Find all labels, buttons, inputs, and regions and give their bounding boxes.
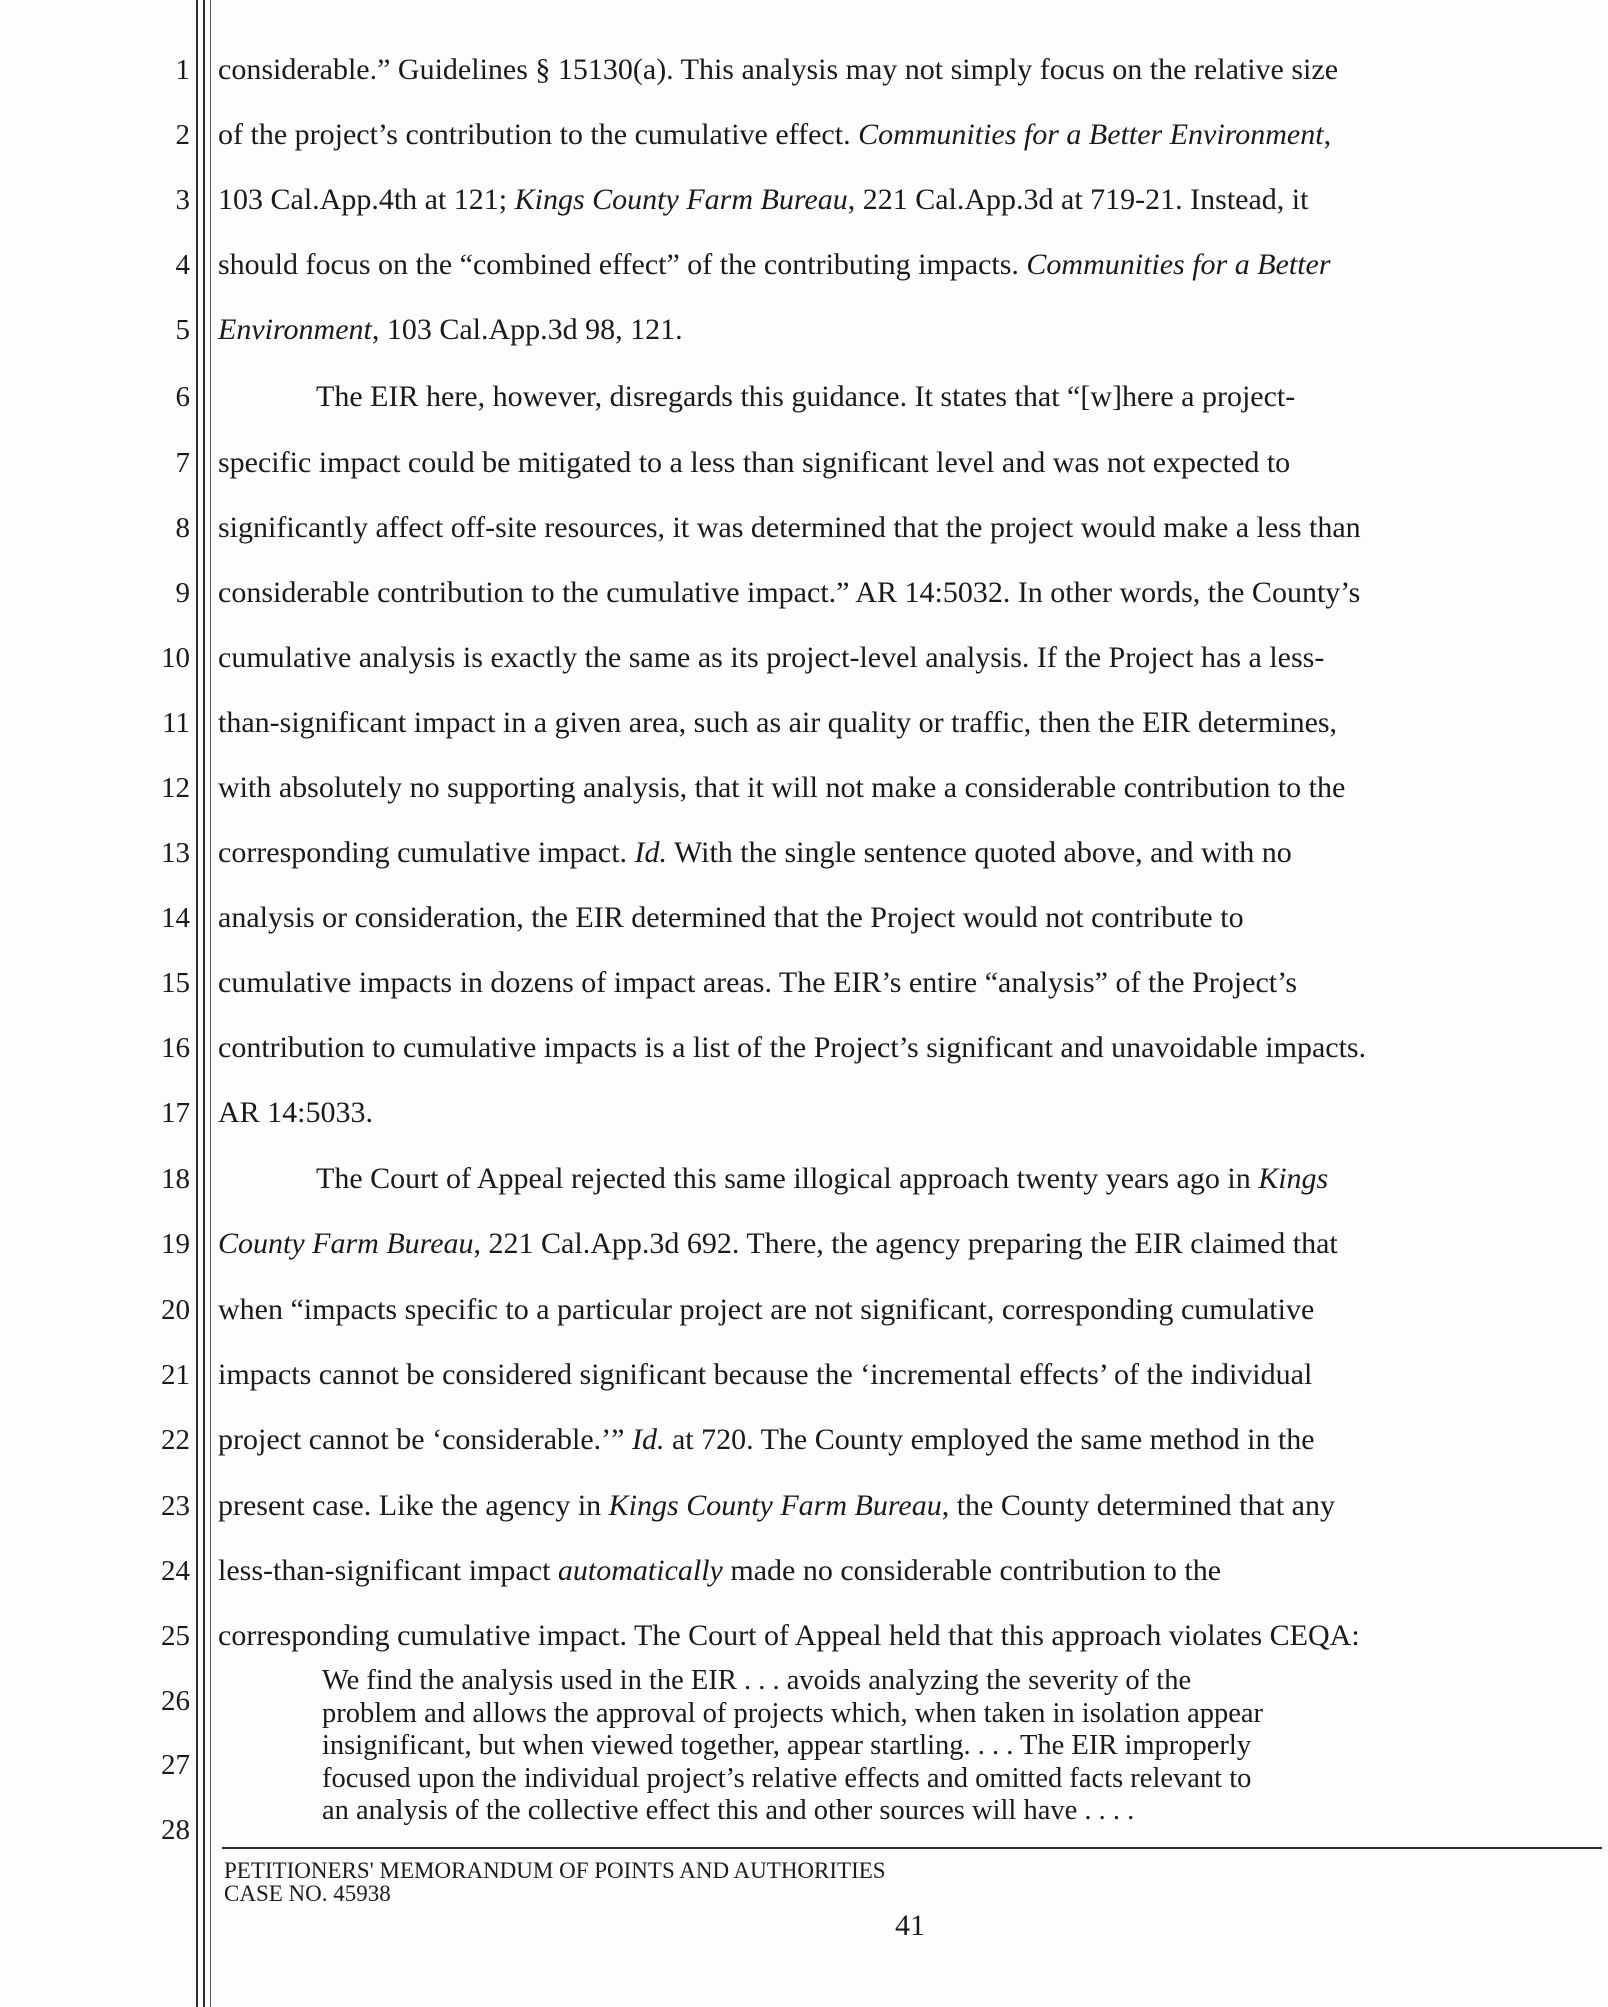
quote-line: problem and allows the approval of projects which, when taken in isolation appear bbox=[322, 1697, 1264, 1729]
text-run: project cannot be ‘considerable.’” bbox=[218, 1423, 632, 1456]
text-run: , bbox=[1323, 118, 1332, 151]
text-line bbox=[218, 1093, 1588, 1133]
text-line bbox=[218, 768, 1588, 808]
line-number: 1 bbox=[175, 54, 190, 86]
line-number: 24 bbox=[161, 1555, 190, 1587]
text-line bbox=[218, 1290, 1588, 1330]
text-run: corresponding cumulative impact. bbox=[218, 836, 635, 869]
text-run: AR 14:5033. bbox=[218, 1096, 374, 1129]
text-run: , the County determined that any bbox=[941, 1489, 1335, 1522]
page-number: 41 bbox=[895, 1909, 925, 1942]
text-run: contribution to cumulative impacts is a list of the Project’s significant and unavoidable impacts. bbox=[218, 1031, 1367, 1064]
line-number: 22 bbox=[161, 1424, 190, 1456]
text-run: cumulative analysis is exactly the same as its project-level analysis. If the Project has a less- bbox=[218, 641, 1325, 674]
text-run: 103 Cal.App.4th at 121; bbox=[218, 183, 515, 216]
text-line bbox=[218, 310, 1588, 350]
line-number: 16 bbox=[161, 1032, 190, 1064]
text-run: specific impact could be mitigated to a less than significant level and was not expected to bbox=[218, 446, 1291, 479]
text-run: than-significant impact in a given area, such as air quality or traffic, then the EIR determines, bbox=[218, 706, 1338, 739]
text-line bbox=[218, 1486, 1588, 1526]
footer-document-title: PETITIONERS' MEMORANDUM OF POINTS AND AUTHORITIES bbox=[224, 1858, 886, 1883]
text-line bbox=[218, 963, 1588, 1003]
italic-citation: Environment bbox=[218, 313, 372, 346]
text-run: corresponding cumulative impact. The Court of Appeal held that this approach violates CEQA: bbox=[218, 1619, 1360, 1652]
line-number: 26 bbox=[161, 1685, 190, 1717]
text-run: made no considerable contribution to the bbox=[722, 1554, 1222, 1587]
text-line bbox=[218, 1551, 1588, 1591]
line-number: 8 bbox=[175, 512, 190, 544]
left-margin-rule-inner bbox=[203, 0, 205, 2007]
line-number: 28 bbox=[161, 1814, 190, 1846]
line-number: 23 bbox=[161, 1490, 190, 1522]
text-line bbox=[218, 1159, 1588, 1199]
text-line bbox=[218, 1224, 1588, 1264]
line-number: 3 bbox=[175, 184, 190, 216]
line-number: 27 bbox=[161, 1749, 190, 1781]
text-run: impacts cannot be considered significant because the ‘incremental effects’ of the individual bbox=[218, 1358, 1313, 1391]
text-run: , 221 Cal.App.3d 692. There, the agency preparing the EIR claimed that bbox=[473, 1227, 1338, 1260]
text-line bbox=[218, 1616, 1588, 1656]
text-run: With the single sentence quoted above, and with no bbox=[667, 836, 1292, 869]
text-run: present case. Like the agency in bbox=[218, 1489, 609, 1522]
text-line bbox=[218, 1028, 1588, 1068]
line-number: 20 bbox=[161, 1294, 190, 1326]
text-run: with absolutely no supporting analysis, that it will not make a considerable contribution to the bbox=[218, 771, 1346, 804]
text-line bbox=[218, 638, 1588, 678]
text-run: The Court of Appeal rejected this same illogical approach twenty years ago in bbox=[316, 1162, 1259, 1195]
line-number: 15 bbox=[161, 967, 190, 999]
text-line bbox=[218, 1420, 1588, 1460]
text-line bbox=[218, 703, 1588, 743]
italic-citation: Kings bbox=[1258, 1162, 1329, 1195]
quote-line: We find the analysis used in the EIR . . . avoids analyzing the severity of the bbox=[322, 1665, 1192, 1696]
text-run: analysis or consideration, the EIR determined that the Project would not contribute to bbox=[218, 901, 1244, 934]
line-number: 25 bbox=[161, 1620, 190, 1652]
text-run: at 720. The County employed the same method in the bbox=[664, 1423, 1315, 1456]
text-run: of the project’s contribution to the cumulative effect. bbox=[218, 118, 859, 151]
text-line bbox=[218, 377, 1588, 417]
line-number: 13 bbox=[161, 837, 190, 869]
line-number: 21 bbox=[161, 1359, 190, 1391]
line-number: 5 bbox=[175, 314, 190, 346]
line-number: 11 bbox=[162, 707, 190, 739]
text-run: less-than-significant impact bbox=[218, 1554, 558, 1587]
italic-citation: Communities for a Better bbox=[1026, 248, 1331, 281]
italic-citation: County Farm Bureau bbox=[218, 1227, 474, 1260]
left-margin-rule bbox=[196, 0, 198, 2007]
text-line bbox=[218, 508, 1588, 548]
line-number: 7 bbox=[175, 447, 190, 479]
italic-citation: Id. bbox=[631, 1423, 665, 1456]
italic-citation: automatically bbox=[557, 1554, 723, 1587]
line-number: 9 bbox=[175, 577, 190, 609]
text-run: , 103 Cal.App.3d 98, 121. bbox=[371, 313, 683, 346]
text-line bbox=[218, 180, 1588, 220]
text-line bbox=[218, 1355, 1588, 1395]
quote-line: insignificant, but when viewed together, appear startling. . . . The EIR improperly bbox=[322, 1730, 1252, 1761]
line-number: 18 bbox=[161, 1163, 190, 1195]
text-run: should focus on the “combined effect” of the contributing impacts. bbox=[218, 248, 1027, 281]
quote-line: an analysis of the collective effect this and other sources will have . . . . bbox=[322, 1795, 1135, 1826]
text-run: The EIR here, however, disregards this guidance. It states that “[w]here a project- bbox=[316, 380, 1296, 413]
text-line bbox=[218, 573, 1588, 613]
italic-citation: Kings County Farm Bureau bbox=[514, 183, 848, 216]
text-run: considerable contribution to the cumulative impact.” AR 14:5032. In other words, the County’s bbox=[218, 576, 1361, 609]
text-run: considerable.” Guidelines § 15130(a). This analysis may not simply focus on the relative size bbox=[218, 53, 1339, 86]
line-number: 2 bbox=[175, 119, 190, 151]
text-line bbox=[218, 898, 1588, 938]
text-run: when “impacts specific to a particular project are not significant, corresponding cumulative bbox=[218, 1293, 1315, 1326]
line-number: 14 bbox=[161, 902, 190, 934]
line-number: 19 bbox=[161, 1228, 190, 1260]
italic-citation: Id. bbox=[634, 836, 668, 869]
quote-line: focused upon the individual project’s relative effects and omitted facts relevant to bbox=[322, 1762, 1252, 1794]
italic-citation: Kings County Farm Bureau bbox=[608, 1489, 942, 1522]
text-line bbox=[218, 115, 1588, 155]
text-line bbox=[218, 245, 1588, 285]
line-number: 12 bbox=[161, 772, 190, 804]
left-margin-rule-thin bbox=[210, 0, 211, 2007]
text-line bbox=[218, 443, 1588, 483]
footer-rule bbox=[222, 1847, 1602, 1849]
text-line bbox=[218, 833, 1588, 873]
line-number: 10 bbox=[161, 642, 190, 674]
text-line bbox=[218, 50, 1588, 90]
text-run: cumulative impacts in dozens of impact areas. The EIR’s entire “analysis” of the Project’s bbox=[218, 966, 1298, 999]
italic-citation: Communities for a Better Environment bbox=[858, 118, 1324, 151]
line-number: 4 bbox=[175, 249, 190, 281]
text-run: , 221 Cal.App.3d at 719-21. Instead, it bbox=[847, 183, 1309, 216]
line-number: 17 bbox=[161, 1097, 190, 1129]
line-number: 6 bbox=[175, 381, 190, 413]
footer-case-number: CASE NO. 45938 bbox=[224, 1881, 391, 1906]
text-run: significantly affect off-site resources, it was determined that the project would make a less than bbox=[218, 511, 1361, 544]
